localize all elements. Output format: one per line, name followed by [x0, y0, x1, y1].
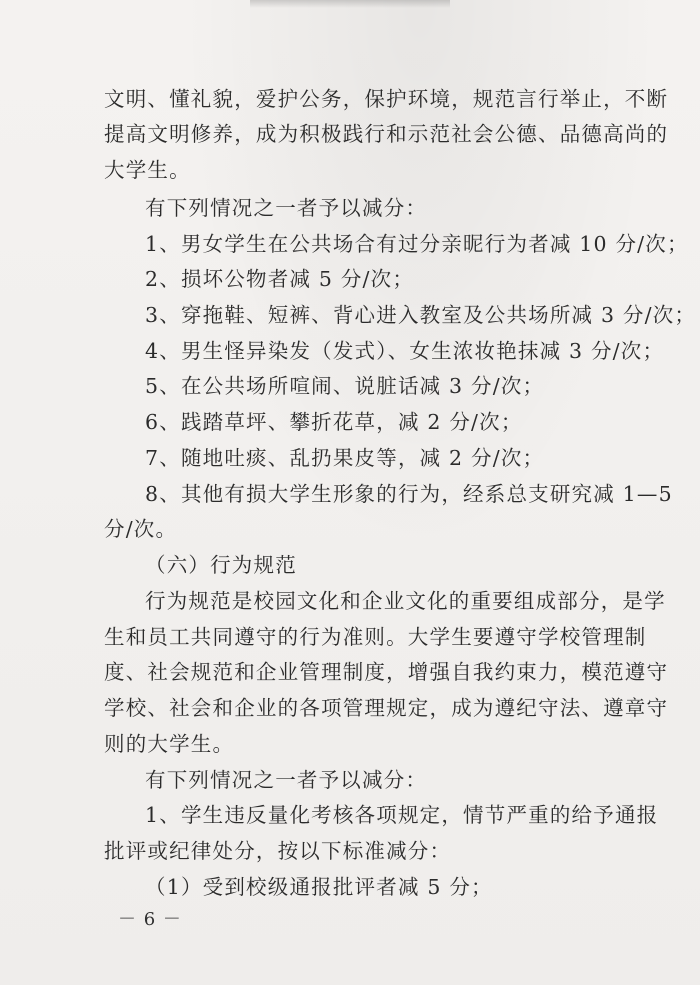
behavior-paragraph-line-4: 学校、社会和企业的各项管理规定，成为遵纪守法、遵章守 — [104, 696, 669, 720]
deduction-intro-2: 有下列情况之一者予以减分： — [145, 768, 428, 792]
deduction-item-4: 4、男生怪异染发（发式）、女生浓妆艳抹减 3 分/次； — [145, 339, 665, 363]
behavior-paragraph-line-2: 生和员工共同遵守的行为准则。大学生要遵守学校管理制 — [104, 625, 647, 649]
deduction-item-8: 8、其他有损大学生形象的行为，经系总支研究减 1—5 — [145, 482, 673, 506]
deduction-item-6: 6、践踏草坪、攀折花草，减 2 分/次； — [145, 410, 523, 434]
behavior-paragraph-line-5: 则的大学生。 — [104, 732, 235, 756]
deduction-item-7: 7、随地吐痰、乱扔果皮等，减 2 分/次； — [145, 446, 545, 470]
section-heading: （六）行为规范 — [145, 553, 297, 577]
body-line-1: 文明、懂礼貌，爱护公务，保护环境，规范言行举止，不断 — [104, 87, 669, 111]
deduction-item-5: 5、在公共场所喧闹、说脏话减 3 分/次； — [145, 374, 545, 398]
behavior-paragraph-line-1: 行为规范是校园文化和企业文化的重要组成部分，是学 — [145, 589, 666, 613]
deduction-item-1: 1、男女学生在公共场合有过分亲昵行为者减 10 分/次； — [145, 232, 689, 256]
page-number: － 6 － — [118, 909, 182, 930]
body-line-3: 大学生。 — [104, 158, 191, 182]
behavior-paragraph-line-3: 度、社会规范和企业管理制度，增强自我约束力，模范遵守 — [104, 660, 669, 684]
deduction-item-3: 3、穿拖鞋、短裤、背心进入教室及公共场所减 3 分/次； — [145, 303, 697, 327]
deduction-intro-1: 有下列情况之一者予以减分： — [145, 196, 428, 220]
rule-item-1-continued: 批评或纪律处分，按以下标准减分： — [104, 839, 452, 863]
body-line-2: 提高文明修养，成为积极践行和示范社会公德、品德高尚的 — [104, 122, 669, 146]
deduction-item-8-continued: 分/次。 — [104, 517, 178, 541]
rule-item-1: 1、学生违反量化考核各项规定，情节严重的给予通报 — [145, 803, 659, 827]
rule-subitem-1: （1）受到校级通报批评者减 5 分； — [145, 875, 493, 899]
scan-smudge — [250, 0, 450, 8]
deduction-item-2: 2、损坏公物者减 5 分/次； — [145, 267, 415, 291]
